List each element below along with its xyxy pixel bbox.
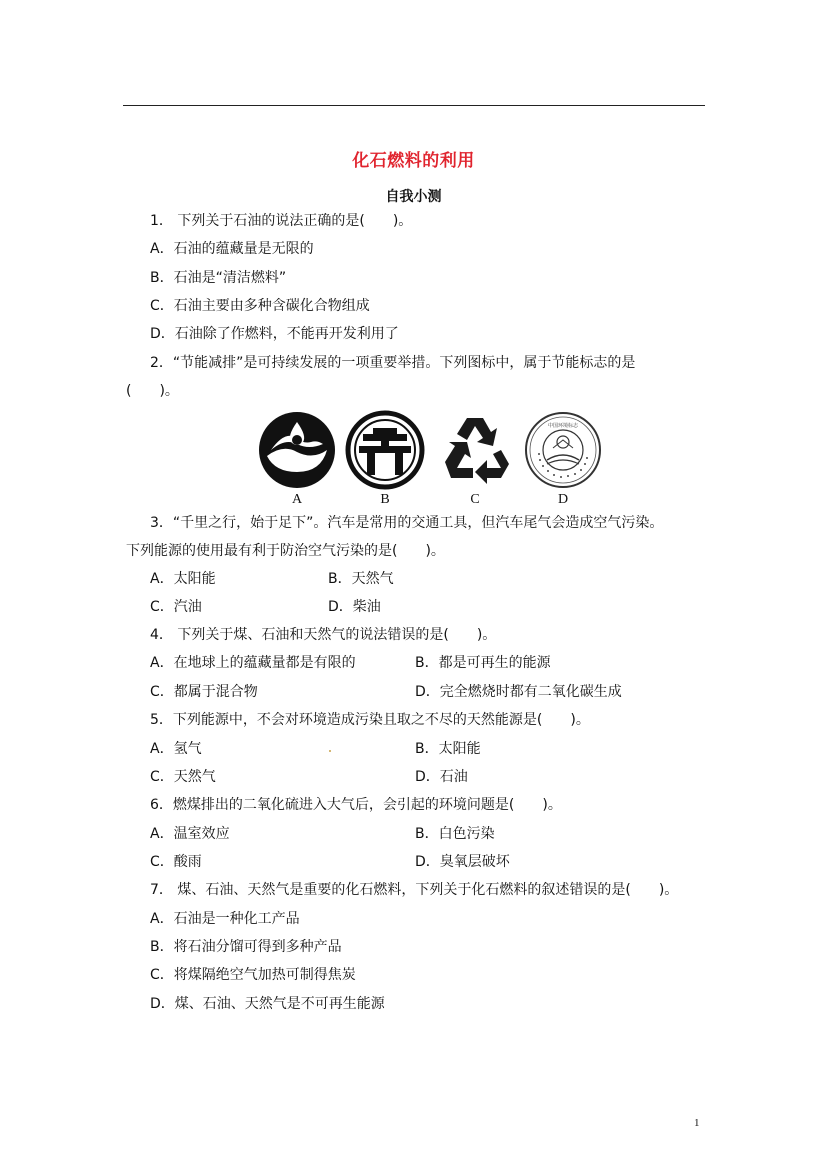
question-6-option-d: D．臭氧层破坏	[415, 854, 510, 870]
question-5-option-d: D．石油	[415, 769, 468, 785]
question-1-option-a: A．石油的蕴藏量是无限的	[150, 241, 314, 257]
logo-label-a: A	[291, 492, 303, 507]
header-rule	[123, 105, 705, 106]
energy-saving-logo-icon	[345, 410, 425, 490]
question-5-option-a: A．氢气	[150, 741, 202, 757]
question-7-option-d: D．煤、石油、天然气是不可再生能源	[150, 996, 385, 1012]
question-3-option-b: B．天然气	[328, 571, 394, 587]
question-7-stem: 7． 煤、石油、天然气是重要的化石燃料，下列关于化石燃料的叙述错误的是( )。	[150, 882, 679, 898]
question-3-stem-line2: 下列能源的使用最有利于防治空气污染的是( )。	[126, 543, 445, 559]
page-title: 化石燃料的利用	[352, 151, 475, 171]
question-6-option-c: C．酸雨	[150, 854, 202, 870]
question-7-option-c: C．将煤隔绝空气加热可制得焦炭	[150, 967, 356, 983]
seal-text: 中国环境标志	[547, 423, 579, 429]
question-7-option-b: B．将石油分馏可得到多种产品	[150, 939, 342, 955]
question-6-option-a: A．温室效应	[150, 826, 230, 842]
section-title: 自我小测	[385, 189, 442, 205]
question-1-stem: 1． 下列关于石油的说法正确的是( )。	[150, 213, 413, 229]
question-4-option-b: B．都是可再生的能源	[415, 655, 551, 671]
question-7-option-a: A．石油是一种化工产品	[150, 911, 300, 927]
question-2-stem-line2: ( )。	[126, 383, 179, 399]
question-5-stem: 5．下列能源中，不会对环境造成污染且取之不尽的天然能源是( )。	[150, 712, 590, 728]
question-3-option-c: C．汽油	[150, 599, 202, 615]
water-saving-logo-icon	[257, 410, 337, 490]
page-number: 1	[694, 1117, 700, 1129]
question-1-option-b: B．石油是“清洁燃料”	[150, 270, 287, 286]
question-4-option-c: C．都属于混合物	[150, 684, 258, 700]
logo-label-c: C	[470, 492, 480, 507]
logo-label-b: B	[380, 492, 390, 507]
question-5-option-c: C．天然气	[150, 769, 216, 785]
question-3-stem-line1: 3．“千里之行，始于足下”。汽车是常用的交通工具，但汽车尾气会造成空气污染。	[150, 515, 664, 531]
logo-label-d: D	[557, 492, 569, 507]
question-1-option-d: D．石油除了作燃料，不能再开发利用了	[150, 326, 399, 342]
recycling-logo-icon	[435, 410, 515, 490]
question-6-option-b: B．白色污染	[415, 826, 495, 842]
environmental-label-seal-icon	[523, 410, 603, 490]
question-2-logos	[255, 410, 605, 510]
question-3-option-a: A．太阳能	[150, 571, 216, 587]
question-4-option-d: D．完全燃烧时都有二氧化碳生成	[415, 684, 622, 700]
question-4-option-a: A．在地球上的蕴藏量都是有限的	[150, 655, 356, 671]
question-6-stem: 6．燃煤排出的二氧化硫进入大气后，会引起的环境问题是( )。	[150, 797, 562, 813]
question-4-stem: 4． 下列关于煤、石油和天然气的说法错误的是( )。	[150, 627, 497, 643]
question-2-stem-line1: 2．“节能减排”是可持续发展的一项重要举措。下列图标中，属于节能标志的是	[150, 355, 636, 371]
question-5-option-b: B．太阳能	[415, 741, 481, 757]
stray-dot	[329, 750, 331, 752]
question-1-option-c: C．石油主要由多种含碳化合物组成	[150, 298, 370, 314]
question-3-option-d: D．柴油	[328, 599, 381, 615]
